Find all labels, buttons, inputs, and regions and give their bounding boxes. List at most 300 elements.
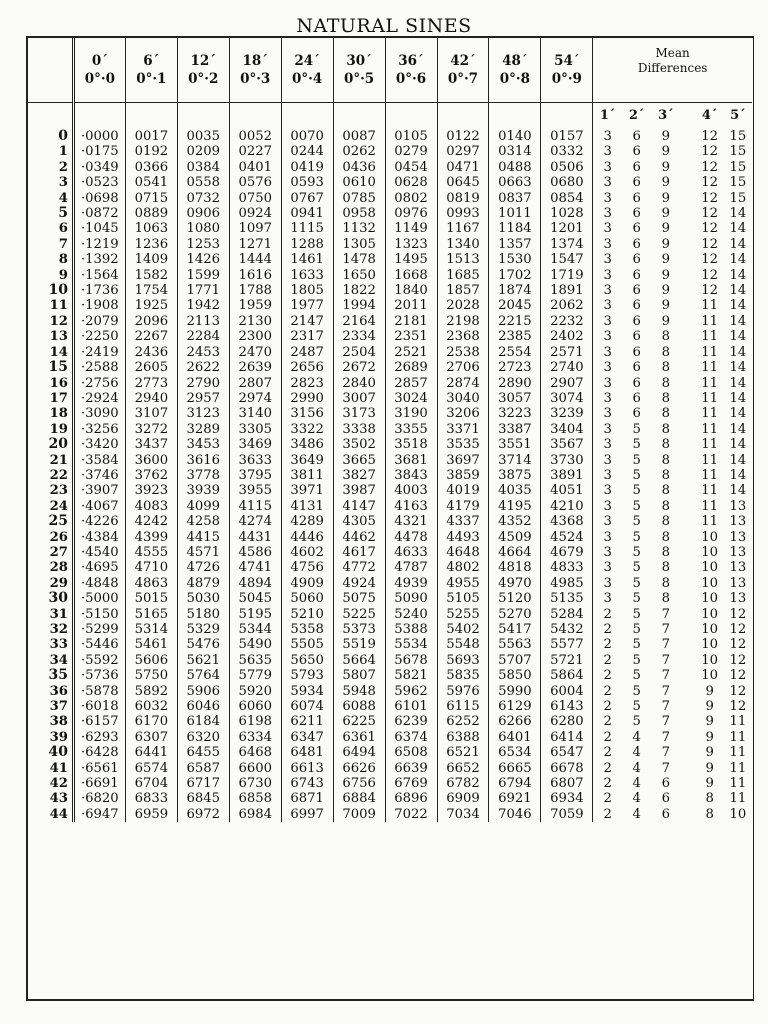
sine-value-cell: 5210: [281, 607, 333, 622]
sine-value-cell: 0558: [177, 175, 229, 190]
mean-diff-cell: 2: [593, 791, 622, 806]
sine-value-cell: 4633: [385, 545, 437, 560]
mean-diff-cell: 2: [593, 607, 622, 622]
sine-value-cell: 4985: [541, 576, 593, 591]
sine-value-cell: 2622: [177, 360, 229, 375]
table-row: [28, 499, 752, 514]
sine-value-cell: 0610: [333, 175, 385, 190]
sine-value-cell: 2147: [281, 314, 333, 329]
mean-diff-cell: 12: [701, 144, 719, 160]
sine-value-cell: ·0349: [73, 160, 125, 175]
sine-value-cell: 4939: [385, 576, 437, 591]
mean-diff-cell: 3: [593, 453, 622, 468]
sine-value-cell: 3371: [437, 422, 489, 437]
sine-value-cell: 0889: [125, 206, 177, 221]
mean-diff-cell: 7: [661, 745, 671, 761]
mean-diff-cell: 7: [661, 606, 671, 622]
sine-value-cell: 1461: [281, 252, 333, 267]
mean-diff-cell: 9: [661, 252, 671, 268]
mean-diff-cell: 9: [661, 175, 671, 191]
sine-value-cell: 5015: [125, 591, 177, 606]
sine-value-cell: 1633: [281, 268, 333, 283]
mean-diff-cell: 15: [729, 144, 747, 160]
mean-diff-cell: 12: [701, 221, 719, 237]
sine-value-cell: 5314: [125, 622, 177, 637]
sine-value-cell: 5135: [541, 591, 593, 606]
column-header-minutes: 24´: [294, 53, 320, 69]
mean-diff-cell: 11: [701, 421, 719, 437]
sine-value-cell: 0192: [125, 144, 177, 159]
sine-value-cell: 3518: [385, 437, 437, 452]
mean-diff-cell: 6: [632, 390, 641, 406]
sine-value-cell: 5793: [281, 668, 333, 683]
sine-value-cell: 6704: [125, 776, 177, 791]
mean-diff-cell: 3: [593, 191, 622, 206]
sine-value-cell: 6587: [177, 761, 229, 776]
table-row: [28, 283, 752, 298]
sine-value-cell: 4555: [125, 545, 177, 560]
mean-diff-cell: 9: [705, 760, 714, 776]
sine-value-cell: 6032: [125, 699, 177, 714]
sine-value-cell: 1754: [125, 283, 177, 298]
sine-value-cell: 6743: [281, 776, 333, 791]
mean-diff-cell: 11: [729, 729, 747, 745]
sine-value-cell: 6307: [125, 730, 177, 745]
sine-value-cell: 5850: [489, 668, 541, 683]
mean-diff-cell: 5: [632, 437, 641, 453]
mean-diff-cell: 5: [632, 637, 641, 653]
sine-value-cell: 2807: [229, 376, 281, 391]
table-row: [28, 453, 752, 468]
mean-diff-cell: 3: [593, 206, 622, 221]
degree-cell: 43: [49, 791, 68, 807]
sine-value-cell: 0436: [333, 160, 385, 175]
sine-value-cell: 6626: [333, 761, 385, 776]
sine-value-cell: 1201: [541, 221, 593, 236]
mean-diff-cell: 11: [729, 760, 747, 776]
sine-value-cell: 3437: [125, 437, 177, 452]
sine-value-cell: 3272: [125, 422, 177, 437]
column-header-5: [333, 38, 385, 103]
sine-value-cell: 5678: [385, 653, 437, 668]
mean-diff-cell: 11: [729, 791, 747, 807]
sine-value-cell: 5577: [541, 637, 593, 652]
sine-value-cell: 2874: [437, 376, 489, 391]
sine-value-cell: 6997: [281, 807, 333, 822]
mean-diff-cell: 3: [593, 514, 622, 529]
mean-diff-cell: 2: [593, 684, 622, 699]
mean-differences-title-1: Mean: [655, 46, 690, 60]
sine-value-cell: 5519: [333, 637, 385, 652]
sine-value-cell: 6361: [333, 730, 385, 745]
mean-diff-cell: 11: [701, 390, 719, 406]
table-row: [28, 483, 752, 498]
sine-value-cell: 2990: [281, 391, 333, 406]
sine-value-cell: 3404: [541, 422, 593, 437]
sine-value-cell: 5490: [229, 637, 281, 652]
column-header-2: [177, 38, 229, 103]
column-header-1: [125, 38, 177, 103]
mean-diff-cell: 10: [701, 591, 719, 607]
sine-value-cell: ·6947: [73, 807, 125, 822]
sine-value-cell: 5779: [229, 668, 281, 683]
sine-value-cell: 4648: [437, 545, 489, 560]
sine-value-cell: 4509: [489, 530, 541, 545]
sine-value-cell: ·5299: [73, 622, 125, 637]
sine-value-cell: 2011: [385, 298, 437, 313]
sine-value-cell: 1857: [437, 283, 489, 298]
table-row: [28, 360, 752, 375]
mean-diff-cell: 11: [729, 714, 747, 730]
sine-value-cell: 0924: [229, 206, 281, 221]
sine-value-cell: 3486: [281, 437, 333, 452]
table-row: [28, 745, 752, 760]
sine-value-cell: 3107: [125, 406, 177, 421]
mean-diff-cell: 6: [632, 267, 641, 283]
sine-value-cell: 3714: [489, 453, 541, 468]
mean-diff-cell: 7: [661, 714, 671, 730]
sine-value-cell: 1028: [541, 206, 593, 221]
mean-diff-cell: 8: [661, 560, 671, 576]
mean-diff-cell: 13: [729, 560, 747, 576]
sine-value-cell: 1822: [333, 283, 385, 298]
degree-cell: 33: [49, 637, 68, 653]
degree-cell: 34: [49, 652, 68, 668]
mean-diff-cell: 7: [661, 637, 671, 653]
sine-value-cell: 5090: [385, 591, 437, 606]
sine-value-cell: 3040: [437, 391, 489, 406]
degree-cell: 18: [49, 406, 68, 422]
mean-diff-cell: 6: [632, 375, 641, 391]
sine-value-cell: 2790: [177, 376, 229, 391]
sine-value-cell: ·2924: [73, 391, 125, 406]
sine-value-cell: 6401: [489, 730, 541, 745]
sine-value-cell: 6060: [229, 699, 281, 714]
table-row: [28, 160, 752, 175]
table-row: [28, 622, 752, 637]
sine-value-cell: 5030: [177, 591, 229, 606]
table-row: [28, 206, 752, 221]
sine-value-cell: ·2588: [73, 360, 125, 375]
mean-diff-cell: 13: [729, 591, 747, 607]
sine-value-cell: 7009: [333, 807, 385, 822]
sine-value-cell: 4617: [333, 545, 385, 560]
mean-diff-cell: 3: [593, 422, 622, 437]
degree-cell: 26: [49, 529, 68, 545]
sine-value-cell: 0680: [541, 175, 593, 190]
sine-value-cell: 6225: [333, 714, 385, 729]
sine-value-cell: 5165: [125, 607, 177, 622]
sine-value-cell: 0593: [281, 175, 333, 190]
mean-diff-cell: 11: [701, 375, 719, 391]
sine-value-cell: 5821: [385, 668, 437, 683]
sine-value-cell: 1668: [385, 268, 437, 283]
mean-diff-cell: 8: [661, 544, 671, 560]
sine-value-cell: 6129: [489, 699, 541, 714]
mean-diff-cell: 9: [661, 206, 671, 222]
mean-diff-cell: 5: [632, 483, 641, 499]
mean-diff-cell: 6: [632, 298, 641, 314]
column-header-degrees: 0°·9: [551, 71, 582, 87]
degree-cell: 19: [49, 421, 68, 437]
table-row: [28, 437, 752, 452]
sine-value-cell: 6639: [385, 761, 437, 776]
table-row: [28, 530, 752, 545]
sine-value-cell: 5650: [281, 653, 333, 668]
degree-header: [28, 38, 73, 103]
sine-value-cell: ·6691: [73, 776, 125, 791]
sine-value-cell: 5807: [333, 668, 385, 683]
table-row: [28, 761, 752, 776]
sine-value-cell: 5707: [489, 653, 541, 668]
sine-value-cell: 4802: [437, 560, 489, 575]
degree-cell: 31: [49, 606, 68, 622]
sine-value-cell: 6198: [229, 714, 281, 729]
sine-value-cell: 5240: [385, 607, 437, 622]
degree-cell: 37: [49, 699, 68, 715]
mean-diff-cell: 10: [701, 544, 719, 560]
sine-value-cell: 6794: [489, 776, 541, 791]
mean-diff-cell: 6: [632, 283, 641, 299]
sine-value-cell: 5606: [125, 653, 177, 668]
sine-value-cell: ·3090: [73, 406, 125, 421]
sine-value-cell: 0332: [541, 144, 593, 159]
degree-cell: 4: [58, 190, 68, 206]
sine-value-cell: 4741: [229, 560, 281, 575]
sine-value-cell: 0663: [489, 175, 541, 190]
degree-cell: 22: [49, 467, 68, 483]
sine-value-cell: 6115: [437, 699, 489, 714]
mean-diff-cell: 12: [729, 622, 747, 637]
table-row: [28, 560, 752, 575]
sine-value-cell: 3633: [229, 453, 281, 468]
sine-value-cell: 3567: [541, 437, 593, 452]
sine-value-cell: 4415: [177, 530, 229, 545]
sine-value-cell: 3387: [489, 422, 541, 437]
degree-cell: 12: [49, 313, 68, 329]
sine-value-cell: 3057: [489, 391, 541, 406]
sine-value-cell: 3140: [229, 406, 281, 421]
sine-value-cell: 4462: [333, 530, 385, 545]
mean-diff-cell: 2: [593, 761, 622, 776]
sine-value-cell: 4710: [125, 560, 177, 575]
sine-value-cell: 2672: [333, 360, 385, 375]
sine-value-cell: 5105: [437, 591, 489, 606]
sine-value-cell: 0297: [437, 144, 489, 159]
sine-value-cell: 2470: [229, 345, 281, 360]
mean-diff-cell: 12: [701, 283, 719, 299]
table-row: [28, 607, 752, 622]
mean-diff-cell: 9: [661, 190, 671, 206]
sine-value-cell: 6088: [333, 699, 385, 714]
sine-value-cell: 1149: [385, 221, 437, 236]
sine-value-cell: ·6428: [73, 745, 125, 760]
sine-value-cell: 2062: [541, 298, 593, 313]
sine-value-cell: 2907: [541, 376, 593, 391]
sine-value-cell: 2773: [125, 376, 177, 391]
sine-value-cell: ·0872: [73, 206, 125, 221]
sine-value-cell: 5505: [281, 637, 333, 652]
sine-value-cell: 0384: [177, 160, 229, 175]
mean-diff-cell: 14: [729, 406, 747, 422]
sine-value-cell: 1426: [177, 252, 229, 267]
mean-diff-cell: 10: [701, 575, 719, 591]
mean-diff-cell: 3: [593, 129, 622, 144]
degree-cell: 0: [58, 128, 68, 144]
sine-value-cell: 5225: [333, 607, 385, 622]
mean-diff-cell: 8: [705, 806, 714, 822]
sine-value-cell: 6534: [489, 745, 541, 760]
sine-value-cell: 1132: [333, 221, 385, 236]
sine-value-cell: ·6018: [73, 699, 125, 714]
column-header-minutes: 12´: [190, 53, 217, 69]
sine-value-cell: 4894: [229, 576, 281, 591]
mean-diff-cell: 6: [632, 159, 641, 175]
mean-diff-cell: 4: [632, 791, 641, 807]
sine-value-cell: 4679: [541, 545, 593, 560]
sine-value-cell: 0244: [281, 144, 333, 159]
mean-diff-cell: 11: [701, 313, 719, 329]
sine-value-cell: 0105: [385, 129, 437, 144]
sine-value-cell: 5962: [385, 684, 437, 699]
mean-diff-cell: 8: [661, 529, 671, 545]
sine-value-cell: 1616: [229, 268, 281, 283]
mean-diff-cell: 8: [661, 591, 671, 607]
sine-value-cell: 2045: [489, 298, 541, 313]
sine-value-cell: ·5736: [73, 668, 125, 683]
mean-diff-cell: 3: [593, 237, 622, 252]
sine-value-cell: 4493: [437, 530, 489, 545]
column-header-degrees: 0°·4: [292, 71, 323, 87]
sine-value-cell: ·4540: [73, 545, 125, 560]
sine-value-cell: 4924: [333, 576, 385, 591]
mean-diff-cell: 3: [593, 406, 622, 421]
mean-diff-subheader-row: [28, 103, 752, 130]
mean-diff-cell: 14: [729, 283, 747, 299]
sine-value-cell: 0819: [437, 191, 489, 206]
sine-value-cell: 6984: [229, 807, 281, 822]
degree-cell: 30: [48, 590, 68, 607]
table-row: [28, 468, 752, 483]
mean-diff-cell: 11: [701, 437, 719, 453]
table-row: [28, 668, 752, 683]
sine-value-cell: 3338: [333, 422, 385, 437]
sine-value-cell: 3469: [229, 437, 281, 452]
sine-value-cell: 6211: [281, 714, 333, 729]
mean-diff-cell: 8: [661, 406, 671, 422]
mean-diff-cell: 2: [593, 745, 622, 760]
mean-diff-cell: 14: [729, 236, 747, 252]
table-row: [28, 237, 752, 252]
sine-value-cell: 3955: [229, 483, 281, 498]
sine-value-cell: 5906: [177, 684, 229, 699]
mean-diff-cell: 9: [661, 129, 671, 144]
sine-value-cell: 7022: [385, 807, 437, 822]
sine-value-cell: 5534: [385, 637, 437, 652]
degree-cell: 5: [58, 205, 68, 222]
mean-diff-cell: 12: [701, 236, 719, 252]
sine-value-cell: 5388: [385, 622, 437, 637]
mean-diff-cell: 14: [729, 252, 747, 268]
mean-diff-cell: 7: [661, 699, 671, 715]
sine-value-cell: 4431: [229, 530, 281, 545]
sine-value-cell: ·4384: [73, 530, 125, 545]
mean-diff-cell: 14: [729, 329, 747, 345]
column-header-degrees: 0°·2: [188, 71, 219, 87]
mean-diff-cell: 6: [632, 236, 641, 252]
sine-value-cell: 4446: [281, 530, 333, 545]
sine-value-cell: ·5592: [73, 653, 125, 668]
degree-cell: 13: [49, 329, 68, 345]
mean-diff-cell: 14: [729, 267, 747, 283]
mean-diff-cell: 13: [729, 498, 747, 514]
degree-cell: 9: [58, 267, 68, 283]
sine-value-cell: 1582: [125, 268, 177, 283]
mean-diff-cell: 14: [729, 360, 747, 376]
mean-diff-cell: 3: [593, 468, 622, 483]
sine-value-cell: 1167: [437, 221, 489, 236]
mean-diff-cell: 10: [701, 606, 719, 622]
sine-value-cell: 6896: [385, 791, 437, 806]
sine-value-cell: 1925: [125, 298, 177, 313]
mean-diff-cell: 4: [632, 760, 641, 776]
mean-diff-cell: 6: [661, 776, 671, 792]
column-header-minutes: 6´: [143, 53, 160, 69]
mean-diff-cell: 3: [593, 298, 622, 313]
mean-diff-cell: 12: [701, 252, 719, 268]
mean-diff-cell: 12: [729, 652, 747, 668]
mean-diff-cell: 6: [632, 406, 641, 422]
sine-value-cell: 0576: [229, 175, 281, 190]
sine-value-cell: 5358: [281, 622, 333, 637]
mean-diff-cell: 8: [661, 452, 671, 468]
mean-diff-cell: 3: [593, 345, 622, 360]
sine-value-cell: 5075: [333, 591, 385, 606]
sine-value-cell: 6441: [125, 745, 177, 760]
sine-value-cell: ·1392: [73, 252, 125, 267]
degree-cell: 24: [49, 498, 68, 514]
sine-value-cell: 0279: [385, 144, 437, 159]
sine-value-cell: 5417: [489, 622, 541, 637]
table-row: [28, 376, 752, 391]
mean-diff-cell: 9: [661, 283, 671, 299]
sine-value-cell: 1788: [229, 283, 281, 298]
degree-cell: 14: [49, 344, 68, 360]
sine-value-cell: 1271: [229, 237, 281, 252]
sine-value-cell: 2957: [177, 391, 229, 406]
mean-diff-cell: 5: [632, 714, 641, 730]
mean-diff-cell: 8: [661, 329, 671, 345]
sine-value-cell: 3502: [333, 437, 385, 452]
table-row: [28, 391, 752, 406]
table-row: [28, 298, 752, 313]
sine-value-cell: 6004: [541, 684, 593, 699]
sine-value-cell: 5621: [177, 653, 229, 668]
sine-value-cell: 0314: [489, 144, 541, 159]
mean-diff-cell: 3: [593, 591, 622, 606]
mean-diff-cell: 7: [661, 729, 671, 745]
sine-value-cell: 6468: [229, 745, 281, 760]
column-header-8: [489, 38, 541, 103]
sine-value-cell: 5990: [489, 684, 541, 699]
sine-value-cell: 1530: [489, 252, 541, 267]
sine-value-cell: 3762: [125, 468, 177, 483]
sine-value-cell: 1288: [281, 237, 333, 252]
mean-diff-cell: 8: [705, 791, 714, 807]
mean-diff-cell: 12: [729, 637, 747, 653]
mean-diff-cell: 6: [632, 313, 641, 329]
table-row: [28, 807, 752, 822]
